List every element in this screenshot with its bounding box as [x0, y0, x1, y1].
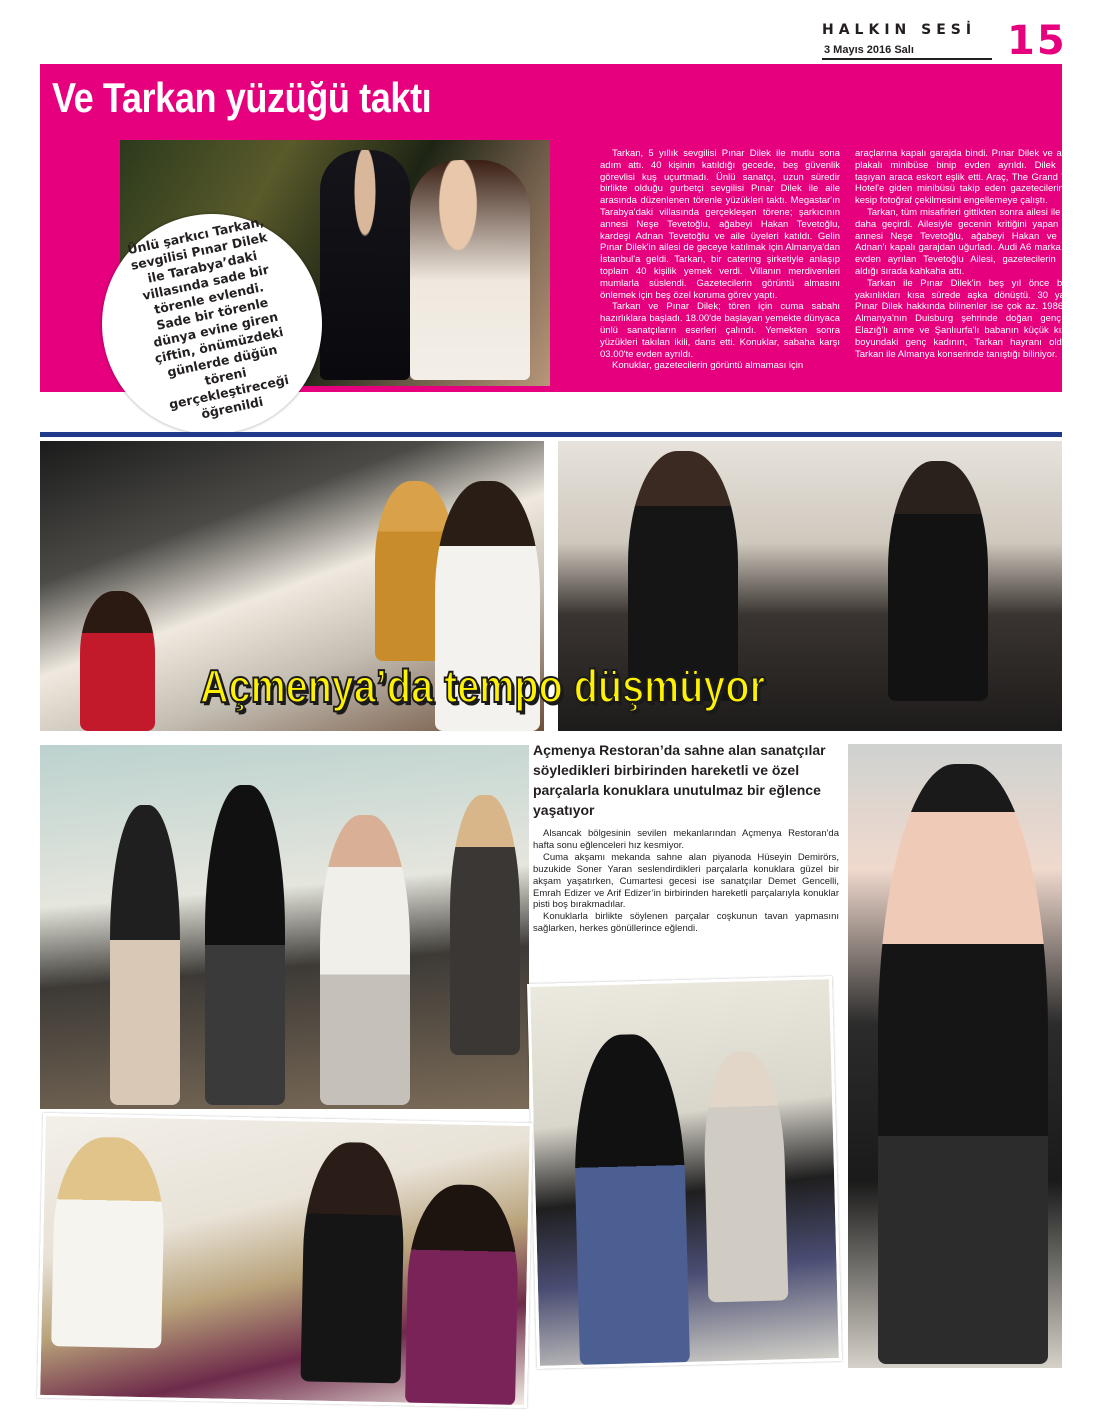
issue-date: 3 Mayıs 2016 Salı — [824, 44, 914, 56]
dancer-figure — [702, 1050, 789, 1302]
groom-figure — [320, 150, 410, 380]
guest-figure — [300, 1141, 405, 1383]
dancer-figure — [110, 805, 180, 1105]
guest-figure — [80, 591, 155, 731]
tarkan-article — [40, 64, 1095, 422]
article-column-1 — [600, 148, 840, 372]
masthead — [822, 18, 1067, 64]
singer-photo — [848, 744, 1062, 1368]
paragraph: Cuma akşamı mekanda sahne alan piyanoda Hüseyin Demirörs, buzukide Soner Yaran seslendirdikleri parçalarla konuklara güzel bir akşam yaşatırken, Cumartesi gecesi ise sanatçılar Demet Gencelli, Emrah Edizer ve Arif Edizer’in birbirinden hareketli parçalarıyla konuklar pisti boş bırakmadılar. — [533, 851, 839, 911]
tarkan-headline: Ve Tarkan yüzüğü taktı — [52, 74, 432, 121]
paragraph: araçlarına kapalı garajda bindi. Pınar Dilek ve ailesi, 35 plakalı minibüse binip evden ayrıldı. Dilek Ailesi'ni taşıyan araca eskort eşlik etti. Araç, The Grand Tarabya Hotel'e giden minibüsü takip eden gazetecilerin önüne kesip fotoğraf çekilmesini engellemeye çalıştı. — [855, 148, 1095, 207]
section-divider — [40, 432, 1062, 437]
guest-figure — [51, 1136, 165, 1348]
dance-floor-photo — [527, 976, 842, 1369]
article-column-2 — [855, 148, 1095, 360]
paragraph: Konuklarla birlikte söylenen parçalar coşkunun tavan yapmasını sağlarken, herkes gönüllerince eğlendi. — [533, 911, 839, 935]
paragraph: Tarkan ile Pınar Dilek'in beş yıl önce başlayan yakınlıkları kısa sürede aşka dönüştü. 30 yaşındaki Pınar Dilek hakkında bilinenler ise çok az. 1986 yılında Almanya'nın Duisburg şehrinde doğan genç kadın, Elazığ'lı anne ve Şanlıurfa'lı babanın küçük kızı. 1.57 boyundaki genç kadının, Tarkan hayranı olduğu ve Tarkan ile Almanya konserinde tanıştığı biliniyor. — [855, 277, 1095, 360]
paragraph: Tarkan, 5 yıllık sevgilisi Pınar Dilek ile mutlu sona adım attı. 40 kişinin katıldığı gecede, beş güvenlik görevlisi kuş uçurtmadı. Ünlü sanatçı, uzun süredir birlikte olduğu gurbetçi sevgilisi Pınar Dilek ile aile arasında düzenlenen törenle yüzükleri taktı. Megastar'ın Tarabya'daki villasında gerçekleşen törene; şarkıcının annesi Neşe Tevetoğlu, ağabeyi Hakan Tevetoğlu, kardeşi Adnan Tevetoğlu ve aile üyeleri katıldı. Gelin Pınar Dilek'in ailesi de geceye katılmak için Almanya'dan İstanbul'a geldi. Tarkan, bir catering şirketiyle anlaşıp toplam 40 kişilik yemek verdi. Villanın merdivenleri mumlarla süslendi. Gazetecilerin görüntü almasını önlemek için beş özel koruma görev yaptı. — [600, 148, 840, 301]
paragraph: Konuklar, gazetecilerin görüntü almaması için — [612, 360, 804, 372]
page-number: 15 — [1007, 18, 1067, 64]
newspaper-name: HALKIN SESİ — [822, 22, 977, 38]
paragraph: Alsancak bölgesinin sevilen mekanlarından Açmenya Restoran'da hafta sonu eğlenceleri hız kesmiyor. — [533, 828, 839, 851]
paragraph: Tarkan, tüm misafirleri gittikten sonra ailesi ile bir saat daha geçirdi. Ailesiyle gecenin kritiğini yapan Tarkan; annesi Neşe Tevetoğlu, ağabeyi Hakan ve kardeşi Adnan'ı kapalı garajdan uğurladı. Audi A6 marka araç ile evden ayrılan Tevetoğlu Ailesi, gazetecilerin görüntü aldığı sırada kahkaha attı. — [855, 206, 1095, 277]
guest-figure — [450, 795, 520, 1055]
women-dinner-photo — [37, 1113, 533, 1408]
masthead-divider — [822, 58, 992, 60]
musician-figure — [888, 461, 988, 701]
dancer-figure — [571, 1033, 690, 1366]
guest-figure — [405, 1184, 520, 1406]
bride-figure — [410, 160, 530, 380]
singer-figure — [878, 764, 1048, 1364]
photo-caption: Ünlü şarkıcı Tarkan, sevgilisi Pınar Dilek ile Tarabya’daki villasında sade bir törenle evlendi. Sade bir törenle dünya evine giren çiftin, önümüzdeki günlerde düğün töreni gerçekleştireceği öğrenildi — [125, 213, 291, 422]
dancing-guests-photo — [40, 745, 529, 1109]
paragraph: Tarkan ve Pınar Dilek; tören için cuma sabahı hazırlıklara başladı. 18.00'de başlayan yemekte dünyaca ünlü sanatçıların eserleri çalındı. Yemekten sonra yüzükleri takılan ikili, dans etti. Konuklar, sabaha karşı 03.00'te evden ayrıldı. — [600, 301, 840, 360]
article-lead: Açmenya Restoran’da sahne alan sanatçılar söyledikleri birbirinden hareketli ve özel parçalarla konuklara unutulmaz bir eğlence yaşatıyor — [533, 742, 826, 818]
acmenya-headline: Açmenya’da tempo düşmüyor — [200, 660, 765, 712]
dancer-figure — [205, 785, 285, 1105]
article-body — [533, 828, 839, 935]
dancer-figure — [320, 815, 410, 1105]
